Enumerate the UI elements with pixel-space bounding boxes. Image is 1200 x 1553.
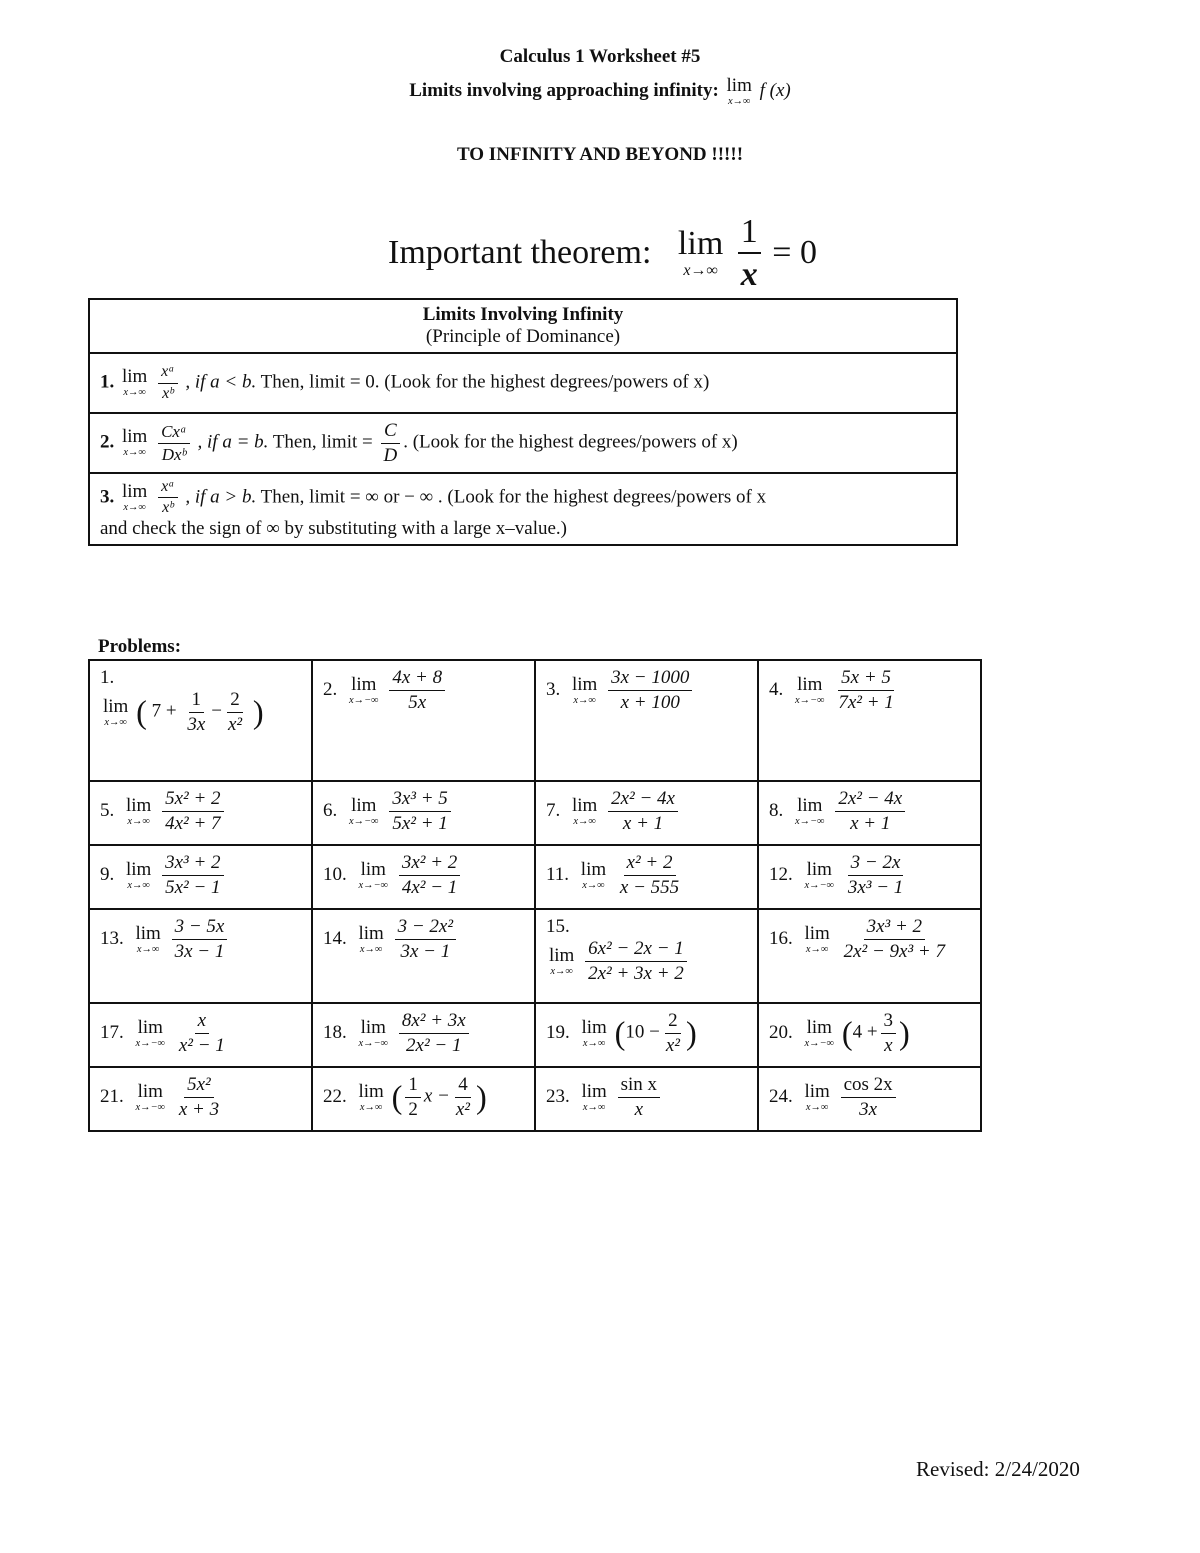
problem-14 [312, 909, 535, 1003]
subtitle-text: Limits involving approaching infinity: [409, 80, 719, 102]
lim-sub: x→∞ [123, 502, 146, 514]
problem-23 [535, 1067, 758, 1131]
fraction-denominator: 2x² + 3x + 2 [588, 962, 684, 984]
lim-sub: x→∞ [359, 1101, 383, 1113]
lim-sub: x→∞ [127, 815, 150, 827]
subtitle-lim-word: lim [726, 75, 752, 96]
problem-number: 16. [769, 927, 793, 949]
lim-word: lim [572, 794, 598, 816]
problem-number: 1. [100, 667, 115, 688]
lim-sub: x→∞ [805, 1101, 829, 1113]
fraction-denominator: Dxᵇ [161, 444, 187, 464]
rule-number: 3. [100, 486, 115, 508]
fraction-numerator: xᵃ [158, 363, 177, 383]
problem-limit [582, 1082, 607, 1113]
problem-limit [549, 946, 574, 977]
fraction-denominator: 2 [408, 1098, 418, 1120]
lim-word: lim [806, 1016, 832, 1038]
problem-limit [136, 1082, 166, 1113]
lim-word: lim [797, 673, 823, 695]
problem-fraction [176, 1074, 222, 1121]
lim-word: lim [360, 858, 386, 880]
problem-13 [89, 909, 312, 1003]
fraction-denominator: xᵇ [162, 384, 174, 402]
fraction-numerator: 4x + 8 [389, 667, 445, 691]
problem-number: 11. [546, 863, 570, 885]
fraction-denominator: x − 555 [619, 876, 680, 898]
rule-text: Then, limit = 0. (Look for the highest degrees/powers of x) [260, 371, 710, 393]
subtitle-lim-sub: x→∞ [727, 96, 751, 107]
problem-6 [312, 781, 535, 845]
problem-limit [359, 924, 384, 955]
lim-sub: x→−∞ [349, 694, 379, 706]
problem-fraction [608, 788, 678, 835]
theorem-numerator: 1 [738, 212, 761, 254]
rule-fraction [158, 363, 177, 403]
fraction-numerator: 5x + 5 [838, 667, 894, 691]
problem-limit [795, 675, 825, 706]
problem-fraction [162, 788, 223, 835]
fraction-numerator: 3 − 2x² [395, 916, 456, 940]
problem-7 [535, 781, 758, 845]
lim-sub: x→−∞ [804, 879, 835, 891]
problem-1 [89, 660, 312, 781]
fraction-numerator: 4 [455, 1074, 471, 1098]
subtitle-limit [727, 76, 752, 107]
problem-8 [758, 781, 981, 845]
lim-word: lim [581, 1080, 607, 1102]
fraction-denominator: x + 100 [620, 691, 680, 713]
fraction-numerator: Cxᵃ [158, 422, 190, 444]
problem-fraction [405, 1074, 421, 1121]
fraction-denominator: 4x² − 1 [401, 876, 458, 898]
rule-condition: , if a < b. [185, 371, 257, 393]
fraction-denominator: 3x [859, 1098, 878, 1120]
rule-limit [122, 367, 147, 398]
problem-number: 24. [769, 1085, 793, 1107]
tagline: TO INFINITY AND BEYOND !!!!! [456, 144, 744, 165]
rules-heading: Limits Involving Infinity [422, 304, 624, 325]
problem-number: 20. [769, 1021, 793, 1043]
lim-sub: x→−∞ [804, 1037, 835, 1049]
fraction-denominator: 5x² − 1 [165, 876, 221, 898]
theorem-label: Important theorem: [388, 234, 652, 272]
lim-word: lim [580, 858, 607, 880]
problem-number: 17. [100, 1021, 124, 1043]
fraction-numerator: 8x² + 3x [399, 1010, 469, 1034]
lim-sub: x→−∞ [135, 1101, 166, 1113]
fraction-denominator: 7x² + 1 [838, 691, 894, 713]
revised-date: Revised: 2/24/2020 [916, 1457, 1080, 1481]
problem-number: 19. [546, 1021, 570, 1043]
lim-sub: x→∞ [582, 1037, 606, 1049]
fraction-numerator: 1 [405, 1074, 421, 1098]
lim-word: lim [137, 1016, 163, 1038]
lim-word: lim [797, 794, 823, 816]
fraction-denominator: 5x² + 1 [392, 812, 448, 834]
lim-word: lim [581, 1016, 607, 1038]
problem-limit [359, 1082, 384, 1113]
rule-text: Then, limit = ∞ or − ∞ . (Look for the highest degrees/powers of x [260, 486, 767, 508]
expr-prefix: 7 + [151, 700, 177, 722]
fraction-numerator: 3x³ + 2 [864, 916, 925, 940]
problem-limit [795, 796, 825, 827]
problem-fraction-2 [453, 1074, 473, 1121]
lim-sub: x→−∞ [349, 815, 379, 827]
problem-fraction [835, 788, 905, 835]
problem-18 [312, 1003, 535, 1067]
fraction-denominator: 3x³ − 1 [847, 876, 904, 898]
fraction-numerator: 3x² + 2 [399, 852, 460, 876]
lim-word: lim [126, 858, 152, 880]
problem-22 [312, 1067, 535, 1131]
problem-fraction [841, 916, 948, 963]
problem-4 [758, 660, 981, 781]
problems-table [88, 659, 982, 1132]
fraction-numerator: 5x² [184, 1074, 214, 1098]
problem-number: 22. [323, 1085, 347, 1107]
problem-number: 8. [769, 799, 784, 821]
fraction-numerator: 2 [227, 689, 243, 713]
left-paren: ( [841, 1015, 853, 1052]
fraction-numerator: C [381, 420, 400, 444]
problem-fraction [845, 852, 906, 899]
fraction-numerator: cos 2x [841, 1074, 896, 1098]
fraction-numerator: 2 [665, 1010, 681, 1034]
problem-fraction [881, 1010, 897, 1057]
lim-word: lim [122, 426, 148, 448]
fraction-numerator: 5x² + 2 [162, 788, 223, 812]
lim-word: lim [351, 794, 377, 816]
problem-number: 2. [323, 678, 338, 700]
problem-24 [758, 1067, 981, 1131]
rule-text-continued: and check the sign of ∞ by substituting with a large x–value.) [100, 517, 567, 539]
problem-5 [89, 781, 312, 845]
fraction-denominator: D [383, 444, 398, 466]
problem-fraction [399, 852, 460, 899]
fraction-numerator: 3 − 5x [172, 916, 228, 940]
left-paren: ( [136, 694, 147, 731]
lim-sub: x→∞ [573, 694, 596, 706]
problem-21 [89, 1067, 312, 1131]
lim-word: lim [122, 366, 148, 388]
problem-limit [359, 1018, 389, 1049]
theorem-lim-sub: x→∞ [683, 262, 718, 280]
problem-limit [136, 924, 161, 955]
rule-3 [89, 473, 957, 545]
left-paren: ( [391, 1079, 403, 1116]
problem-limit [805, 924, 830, 955]
fraction-denominator: x [884, 1034, 893, 1056]
lim-sub: x→∞ [123, 387, 146, 399]
fraction-numerator: 1 [189, 689, 205, 713]
rule-result-fraction [380, 420, 400, 467]
problem-limit [136, 1018, 166, 1049]
fraction-numerator: xᵃ [158, 478, 177, 498]
fraction-numerator: 3 [881, 1010, 897, 1034]
problem-limit [126, 796, 151, 827]
fraction-numerator: x [195, 1010, 209, 1034]
lim-sub: x→∞ [104, 716, 127, 728]
fraction-denominator: 3x − 1 [174, 940, 225, 962]
fraction-denominator: xᵇ [162, 499, 174, 517]
problem-number: 6. [323, 799, 338, 821]
problem-limit [805, 860, 835, 891]
lim-sub: x→∞ [359, 943, 383, 955]
problem-fraction [841, 1074, 896, 1121]
right-paren: ) [899, 1015, 910, 1052]
expr-mid: x − [423, 1085, 450, 1107]
problem-number: 7. [546, 799, 561, 821]
rules-header [89, 299, 957, 353]
problems-label: Problems: [98, 636, 182, 657]
fraction-numerator: 2x² − 4x [608, 788, 678, 812]
problem-limit [581, 860, 606, 891]
problem-limit [805, 1018, 835, 1049]
problem-number: 23. [546, 1085, 570, 1107]
problem-16 [758, 909, 981, 1003]
problem-fraction-2 [225, 689, 245, 736]
problem-20 [758, 1003, 981, 1067]
problem-number: 21. [100, 1085, 124, 1107]
fraction-denominator: 5x [408, 691, 427, 713]
lim-word: lim [103, 695, 129, 717]
lim-sub: x→∞ [805, 943, 829, 955]
lim-sub: x→−∞ [795, 694, 825, 706]
lim-word: lim [137, 1080, 163, 1102]
problem-9 [89, 845, 312, 909]
problem-fraction [162, 852, 223, 899]
lim-sub: x→∞ [582, 1101, 606, 1113]
fraction-denominator: x + 1 [850, 812, 891, 834]
problem-number: 12. [769, 863, 793, 885]
theorem-denominator: x [740, 256, 758, 294]
fraction-denominator: x² [227, 713, 243, 735]
lim-sub: x→∞ [127, 879, 150, 891]
fraction-numerator: 2x² − 4x [835, 788, 905, 812]
fraction-denominator: 3x [187, 713, 206, 735]
fraction-numerator: sin x [618, 1074, 660, 1098]
problem-19 [535, 1003, 758, 1067]
problem-fraction [395, 916, 456, 963]
fraction-denominator: x² [665, 1034, 680, 1056]
theorem-rhs: = 0 [772, 234, 817, 272]
rule-text: Then, limit = [272, 431, 373, 453]
problem-number: 15. [546, 916, 570, 937]
fraction-denominator: x [634, 1098, 644, 1120]
problem-17 [89, 1003, 312, 1067]
lim-word: lim [358, 922, 384, 944]
rule-limit [122, 482, 147, 513]
rule-limit [122, 427, 147, 458]
lim-word: lim [122, 481, 148, 503]
lim-word: lim [126, 794, 152, 816]
rule-1 [89, 353, 957, 413]
lim-sub: x→−∞ [358, 879, 389, 891]
fraction-denominator: x² − 1 [178, 1034, 225, 1056]
problem-fraction [389, 788, 450, 835]
lim-word: lim [572, 673, 598, 695]
problem-fraction [835, 667, 896, 714]
problem-2 [312, 660, 535, 781]
fraction-numerator: 3 − 2x [848, 852, 904, 876]
fraction-numerator: 3x − 1000 [608, 667, 692, 691]
lim-sub: x→∞ [550, 965, 573, 977]
lim-word: lim [804, 922, 830, 944]
lim-sub: x→−∞ [795, 815, 825, 827]
lim-sub: x→∞ [582, 879, 605, 891]
problem-limit [805, 1082, 830, 1113]
lim-sub: x→∞ [573, 815, 596, 827]
rules-table [88, 298, 958, 546]
rule-fraction [158, 422, 190, 464]
problem-limit [572, 796, 597, 827]
problem-fraction [176, 1010, 228, 1057]
rules-subheading: (Principle of Dominance) [425, 326, 621, 347]
problem-number: 4. [769, 678, 784, 700]
problem-11 [535, 845, 758, 909]
right-paren: ) [252, 694, 264, 731]
expr-prefix: 10 − [625, 1021, 660, 1043]
fraction-denominator: x + 3 [178, 1098, 220, 1120]
problem-fraction [172, 916, 228, 963]
lim-word: lim [135, 922, 161, 944]
fraction-numerator: 3x³ + 5 [389, 788, 450, 812]
problem-number: 18. [323, 1021, 347, 1043]
problem-limit [349, 796, 379, 827]
rule-number: 2. [100, 431, 115, 453]
expr-prefix: 4 + [852, 1021, 878, 1043]
problem-12 [758, 845, 981, 909]
problem-fraction [399, 1010, 469, 1057]
problem-limit [103, 697, 128, 728]
fraction-denominator: x² [455, 1098, 471, 1120]
lim-word: lim [804, 1080, 830, 1102]
worksheet-title: Calculus 1 Worksheet #5 [499, 46, 701, 67]
problem-fraction [389, 667, 445, 714]
problem-limit [126, 860, 151, 891]
problem-number: 14. [323, 927, 347, 949]
problem-fraction [618, 1074, 660, 1121]
rule-condition: , if a > b. [185, 486, 257, 508]
fraction-numerator: 6x² − 2x − 1 [585, 938, 687, 962]
fraction-denominator: 2x² − 1 [406, 1034, 462, 1056]
problem-fraction [617, 852, 682, 899]
problem-fraction [608, 667, 692, 714]
fraction-denominator: 2x² − 9x³ + 7 [843, 940, 945, 962]
problem-fraction [585, 938, 687, 985]
lim-word: lim [549, 944, 575, 966]
rule-2 [89, 413, 957, 473]
fraction-denominator: 3x − 1 [400, 940, 451, 962]
problem-3 [535, 660, 758, 781]
problem-number: 3. [546, 678, 561, 700]
expr-mid: − [211, 700, 222, 722]
problem-number: 13. [100, 927, 124, 949]
theorem-lim-word: lim [677, 225, 724, 263]
worksheet-subtitle [0, 76, 1200, 107]
theorem-fraction [738, 212, 761, 294]
lim-word: lim [806, 858, 832, 880]
problem-fraction [663, 1010, 683, 1057]
lim-sub: x→∞ [136, 943, 160, 955]
problem-number: 10. [323, 863, 347, 885]
fraction-denominator: x + 1 [622, 812, 664, 834]
problem-limit [572, 675, 597, 706]
problem-10 [312, 845, 535, 909]
lim-sub: x→−∞ [135, 1037, 166, 1049]
fraction-denominator: 4x² + 7 [165, 812, 221, 834]
theorem-limit [678, 227, 723, 279]
right-paren: ) [685, 1015, 697, 1052]
problem-fraction [184, 689, 208, 736]
fraction-numerator: x² + 2 [624, 852, 676, 876]
problem-limit [349, 675, 379, 706]
right-paren: ) [476, 1079, 487, 1116]
fraction-numerator: 3x³ + 2 [162, 852, 223, 876]
lim-word: lim [351, 673, 377, 695]
rule-number: 1. [100, 371, 115, 393]
lim-sub: x→∞ [123, 447, 146, 459]
important-theorem [388, 212, 817, 294]
rule-fraction [158, 478, 177, 518]
rule-condition: , if a = b. [197, 431, 269, 453]
problem-limit [359, 860, 389, 891]
lim-word: lim [360, 1016, 386, 1038]
problem-15 [535, 909, 758, 1003]
subtitle-fx: f (x) [759, 80, 791, 102]
problem-limit [582, 1018, 607, 1049]
problem-number: 5. [100, 799, 115, 821]
left-paren: ( [614, 1015, 626, 1052]
lim-sub: x→−∞ [358, 1037, 389, 1049]
lim-word: lim [358, 1080, 384, 1102]
problem-number: 9. [100, 863, 115, 885]
rule-text-tail: . (Look for the highest degrees/powers of x) [403, 431, 738, 453]
